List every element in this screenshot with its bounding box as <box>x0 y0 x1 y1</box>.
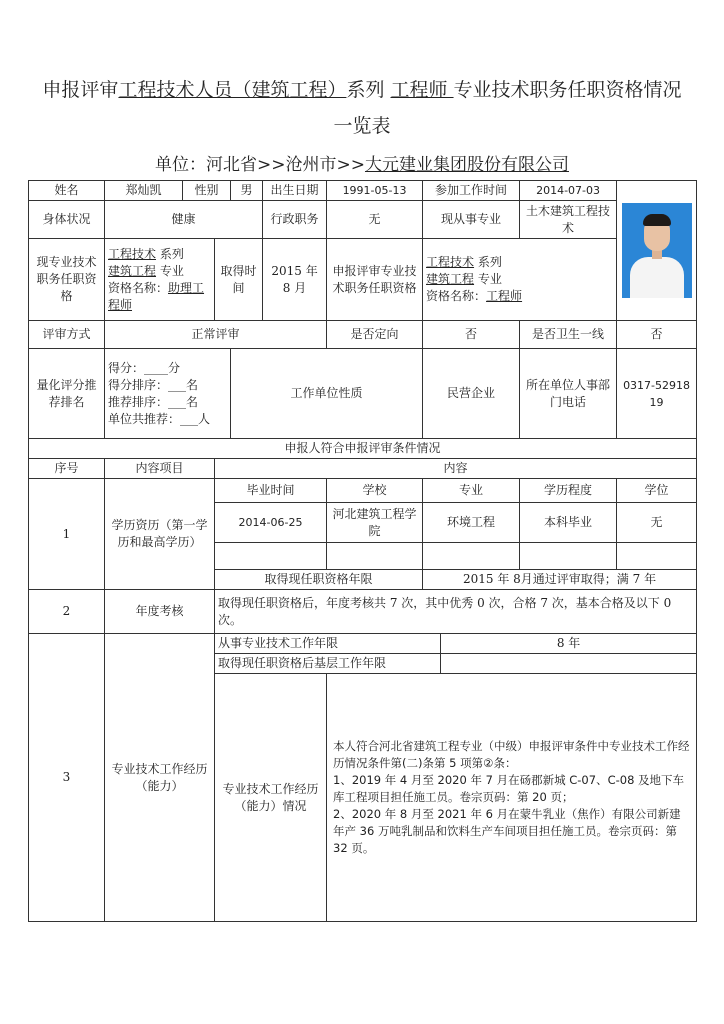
hr-phone-value: 0317-5291819 <box>617 349 697 439</box>
directed-label: 是否定向 <box>327 321 423 349</box>
series-word: 系列 <box>159 246 184 261</box>
hr-phone-label: 所在单位人事部门电话 <box>520 349 617 439</box>
exp-details <box>327 674 697 922</box>
current-major: 建筑工程 <box>108 263 157 278</box>
apply-title-value <box>423 239 617 321</box>
review-method-value: 正常评审 <box>105 321 327 349</box>
edu-empty-4 <box>520 543 617 570</box>
work-label: 参加工作时间 <box>423 181 520 201</box>
col-no: 序号 <box>29 459 105 479</box>
unit-name: 大元建业集团股份有限公司 <box>364 155 569 175</box>
apply-series: 工程技术 <box>426 255 475 269</box>
current-major-label: 现从事专业 <box>423 201 520 239</box>
health-value: 健康 <box>105 201 263 239</box>
portrait-image <box>622 203 692 298</box>
obtain-time-value: 2015 年 8 月 <box>263 239 327 321</box>
annual-text: 取得现任职资格后，年度考核共 7 次，其中优秀 0 次，合格 7 次，基本合格及以下 0 次。 <box>215 590 697 634</box>
edu-level-value: 本科毕业 <box>520 503 617 543</box>
edu-empty-3 <box>423 543 520 570</box>
exp-item: 专业技术工作经历（能力） <box>105 634 215 922</box>
exp-sub-label: 专业技术工作经历（能力）情况 <box>215 674 327 922</box>
exp-base-value <box>441 654 697 674</box>
edu-item: 学历资历（第一学历和最高学历） <box>105 479 215 590</box>
annual-item: 年度考核 <box>105 590 215 634</box>
name-label: 姓名 <box>29 181 105 201</box>
unit-nature-value: 民营企业 <box>423 349 520 439</box>
col-content: 内容 <box>215 459 697 479</box>
unit-label: 单位：河北省>>沧州市>> <box>155 155 365 175</box>
apply-major: 建筑工程 <box>426 272 475 286</box>
current-qualification: 助理工程师 <box>108 280 205 312</box>
current-series: 工程技术 <box>108 246 157 261</box>
exp-years-label: 从事专业技术工作年限 <box>215 634 441 654</box>
edu-no: 1 <box>29 479 105 590</box>
title-series: 工程技术人员（建筑工程） <box>118 79 347 101</box>
annual-no: 2 <box>29 590 105 634</box>
apply-major-word: 专业 <box>477 272 502 286</box>
edu-grad-value: 2014-06-25 <box>215 503 327 543</box>
edu-empty-2 <box>327 543 423 570</box>
col-item: 内容项目 <box>105 459 215 479</box>
unit-line <box>0 150 724 175</box>
current-title-value <box>105 239 215 321</box>
current-title-label: 现专业技术职务任职资格 <box>29 239 105 321</box>
exp-no: 3 <box>29 634 105 922</box>
edu-h-grad: 毕业时间 <box>215 479 327 503</box>
score-line: 得分：____分 <box>108 360 181 375</box>
applicant-photo <box>617 181 697 321</box>
birth-value: 1991-05-13 <box>327 181 423 201</box>
rec-rank-line: 推荐排序：___名 <box>108 394 199 409</box>
edu-years-value: 2015 年 8月通过评审取得；满 7 年 <box>423 570 697 590</box>
name-value: 郑灿凯 <box>105 181 183 201</box>
edu-h-degree: 学位 <box>617 479 697 503</box>
title-mid: 系列 <box>346 79 391 101</box>
work-value: 2014-07-03 <box>520 181 617 201</box>
apply-title-label: 申报评审专业技术职务任职资格 <box>327 239 423 321</box>
apply-series-word: 系列 <box>477 255 502 269</box>
section-header: 申报人符合申报评审条件情况 <box>29 439 697 459</box>
score-rank-line: 得分排序：___名 <box>108 377 199 392</box>
title-prefix: 申报评审 <box>42 79 119 101</box>
apply-qualification: 工程师 <box>486 289 523 303</box>
exp-base-label: 取得现任职资格后基层工作年限 <box>215 654 441 674</box>
edu-major-value: 环境工程 <box>423 503 520 543</box>
birth-label: 出生日期 <box>263 181 327 201</box>
title-position: 工程师 <box>390 79 454 101</box>
title-line2: 一览表 <box>333 115 391 137</box>
ranking-values <box>105 349 231 439</box>
edu-h-level: 学历程度 <box>520 479 617 503</box>
review-method-label: 评审方式 <box>29 321 105 349</box>
exp-para-3: 2、2020 年 8 月至 2021 年 6 月在蒙牛乳业（焦作）有限公司新建年产 36 万吨乳制品和饮料生产车间项目担任施工员。卷宗页码：第 32 页。 <box>333 807 681 855</box>
qualification-table <box>28 180 697 922</box>
edu-empty-5 <box>617 543 697 570</box>
obtain-time-label: 取得时间 <box>215 239 263 321</box>
health-label: 身体状况 <box>29 201 105 239</box>
ranking-label: 量化评分推荐排名 <box>29 349 105 439</box>
frontline-label: 是否卫生一线 <box>520 321 617 349</box>
edu-empty-1 <box>215 543 327 570</box>
total-rec-line: 单位共推荐：___人 <box>108 411 211 426</box>
edu-years-label: 取得现任职资格年限 <box>215 570 423 590</box>
document-title <box>20 72 704 144</box>
edu-h-major: 专业 <box>423 479 520 503</box>
edu-school-value: 河北建筑工程学院 <box>327 503 423 543</box>
admin-label: 行政职务 <box>263 201 327 239</box>
photo-shirt <box>630 257 684 298</box>
directed-value: 否 <box>423 321 520 349</box>
major-word: 专业 <box>159 263 184 278</box>
current-major-value: 土木建筑工程技术 <box>520 201 617 239</box>
edu-degree-value: 无 <box>617 503 697 543</box>
qual-label: 资格名称： <box>108 280 169 295</box>
gender-value: 男 <box>231 181 263 201</box>
title-suffix: 专业技术职务任职资格情况 <box>453 79 682 101</box>
gender-label: 性别 <box>183 181 231 201</box>
exp-years-value: 8 年 <box>441 634 697 654</box>
exp-para-1: 本人符合河北省建筑工程专业（中级）申报评审条件中专业技术工作经历情况条件第(二)条第 5 项第②条： <box>333 739 690 770</box>
photo-hair <box>643 214 671 226</box>
exp-para-2: 1、2019 年 4 月至 2020 年 7 月在砀郡新城 C-07、C-08 及地下车库工程项目担任施工员。卷宗页码：第 20 页； <box>333 773 685 804</box>
apply-qual-label: 资格名称： <box>426 289 487 303</box>
edu-h-school: 学校 <box>327 479 423 503</box>
frontline-value: 否 <box>617 321 697 349</box>
admin-value: 无 <box>327 201 423 239</box>
unit-nature-label: 工作单位性质 <box>231 349 423 439</box>
